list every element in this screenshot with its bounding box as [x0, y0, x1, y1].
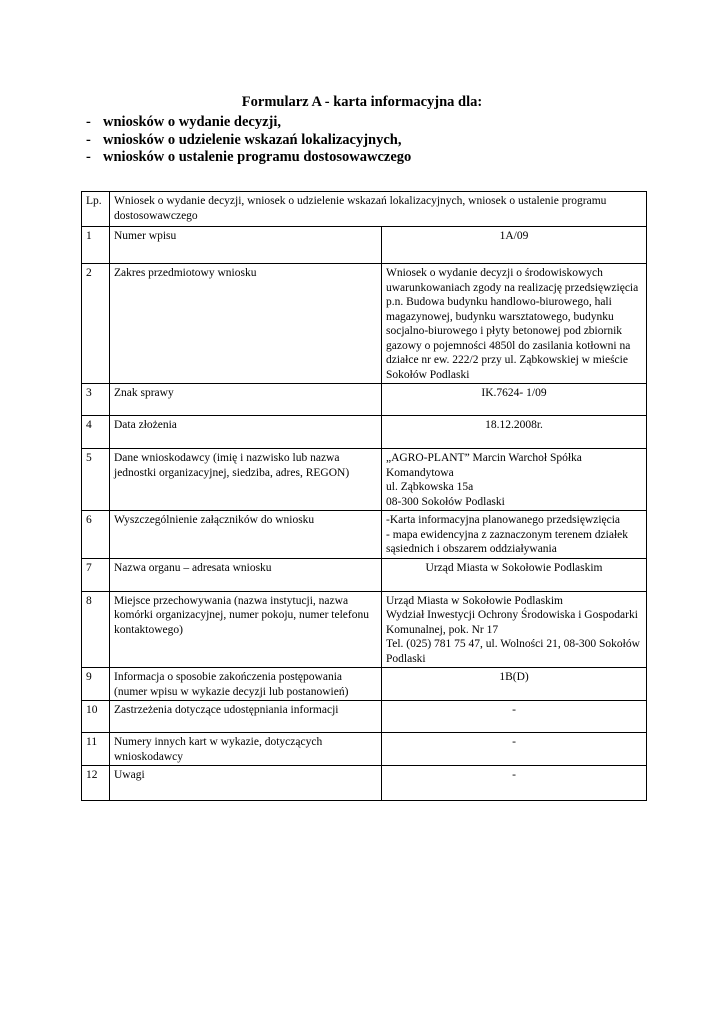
table-row — [82, 558, 647, 591]
row-label: Dane wnioskodawcy (imię i nazwisko lub nazwa jednostki organizacyjnej, siedziba, adres, REGON) — [110, 449, 382, 511]
row-value: Urząd Miasta w Sokołowie Podlaskim — [382, 558, 647, 591]
row-number: 1 — [82, 227, 110, 264]
table-header-row — [82, 192, 647, 227]
row-value: Urząd Miasta w Sokołowie Podlaskim Wydział Inwestycji Ochrony Środowiska i Gospodarki Komunalnej, pok. Nr 17 Tel. (025) 781 75 47, ul. Wolności 21, 08-300 Sokołów Podlaski — [382, 591, 647, 668]
table-row — [82, 416, 647, 449]
scope-item-decisions — [86, 114, 411, 132]
row-label: Data złożenia — [110, 416, 382, 449]
row-value: 1B(D) — [382, 668, 647, 701]
table-row — [82, 733, 647, 766]
table-row — [82, 264, 647, 384]
row-number: 11 — [82, 733, 110, 766]
row-number: 6 — [82, 511, 110, 559]
row-label: Znak sprawy — [110, 384, 382, 416]
scope-item-text: wniosków o wydanie decyzji, — [103, 114, 282, 130]
bullet-dash: - — [86, 114, 91, 130]
row-number: 9 — [82, 668, 110, 701]
scope-item-text: wniosków o udzielenie wskazań lokalizacyjnych, — [103, 131, 402, 148]
header-description: Wniosek o wydanie decyzji, wniosek o udzielenie wskazań lokalizacyjnych, wniosek o ustalenie programu dostosowawczego — [110, 192, 647, 227]
row-number: 3 — [82, 384, 110, 416]
header-lp: Lp. — [82, 192, 110, 227]
row-number: 2 — [82, 264, 110, 384]
bullet-dash: - — [86, 131, 91, 148]
row-label: Miejsce przechowywania (nazwa instytucji, nazwa komórki organizacyjnej, numer pokoju, numer telefonu kontaktowego) — [110, 591, 382, 668]
table-row — [82, 701, 647, 733]
row-label: Numery innych kart w wykazie, dotyczących wnioskodawcy — [110, 733, 382, 766]
row-value: IK.7624- 1/09 — [382, 384, 647, 416]
row-value: Wniosek o wydanie decyzji o środowiskowych uwarunkowaniach zgody na realizację przedsięwzięcia p.n. Budowa budynku handlowo-biurowego, hali magazynowej, budynku warsztatowego, budynku socjalno-biurowego i płyty betonowej pod zbiornik gazowy o pojemności 4850l do zasilania kotłowni na działce nr ew. 222/2 przy ul. Ząbkowskiej w mieście Sokołów Podlaski — [382, 264, 647, 384]
row-label: Zakres przedmiotowy wniosku — [110, 264, 382, 384]
bullet-dash: - — [86, 149, 91, 165]
row-number: 10 — [82, 701, 110, 733]
row-value: - — [382, 701, 647, 733]
row-number: 7 — [82, 558, 110, 591]
row-label: Uwagi — [110, 766, 382, 801]
row-label: Zastrzeżenia dotyczące udostępniania informacji — [110, 701, 382, 733]
scope-item-text: wniosków o ustalenie programu dostosowawczego — [103, 149, 412, 165]
table-row — [82, 384, 647, 416]
form-scope-list — [86, 114, 411, 167]
table-row — [82, 591, 647, 668]
row-number: 4 — [82, 416, 110, 449]
table-row — [82, 668, 647, 701]
table-row — [82, 227, 647, 264]
row-value: 18.12.2008r. — [382, 416, 647, 449]
row-value: „AGRO-PLANT” Marcin Warchoł Spółka Komandytowa ul. Ząbkowska 15a 08-300 Sokołów Podlaski — [382, 449, 647, 511]
row-value: 1A/09 — [382, 227, 647, 264]
row-value: - — [382, 733, 647, 766]
row-value: -Karta informacyjna planowanego przedsięwzięcia - mapa ewidencyjna z zaznaczonym terenem działek sąsiednich i obszarem oddziaływania — [382, 511, 647, 559]
info-card-table — [81, 191, 647, 801]
row-label: Wyszczególnienie załączników do wniosku — [110, 511, 382, 559]
table-row — [82, 449, 647, 511]
row-number: 5 — [82, 449, 110, 511]
row-label: Numer wpisu — [110, 227, 382, 264]
table-row — [82, 511, 647, 559]
row-number: 12 — [82, 766, 110, 801]
table-row — [82, 766, 647, 801]
scope-item-location — [86, 132, 411, 150]
row-value: - — [382, 766, 647, 801]
scope-item-program — [86, 149, 411, 167]
row-number: 8 — [82, 591, 110, 668]
form-title: Formularz A - karta informacyjna dla: — [241, 94, 483, 110]
row-label: Nazwa organu – adresata wniosku — [110, 558, 382, 591]
row-label: Informacja o sposobie zakończenia postępowania (numer wpisu w wykazie decyzji lub postanowień) — [110, 668, 382, 701]
